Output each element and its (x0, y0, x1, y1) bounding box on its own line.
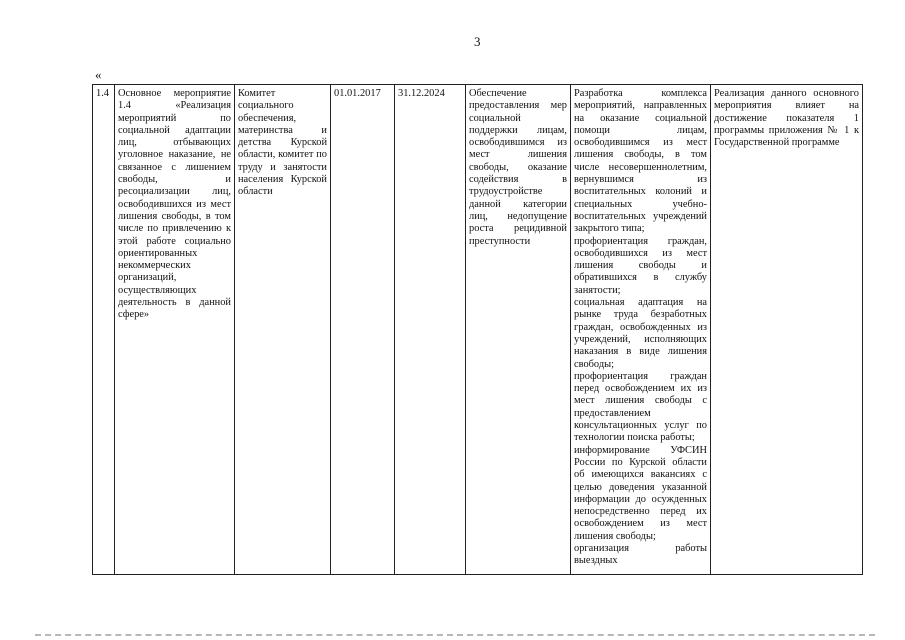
activity-item: профориентация граждан перед освобождением их из мест лишения свободы с предоставлением консультационных услуг по технологии поиска работы; (574, 370, 707, 444)
page-number: 3 (474, 34, 481, 49)
table-row (93, 85, 863, 575)
activity-item: профориентация граждан, освободившихся из мест лишения свободы и обратившихся в службу занятости; (574, 235, 707, 296)
opening-quote-mark: « (95, 67, 102, 82)
executor-cell: Комитет социального обеспечения, материнства и детства Курской области, комитет по труду и занятости населения Курской области (235, 85, 331, 575)
row-number-cell: 1.4 (93, 85, 115, 575)
program-measures-table (92, 84, 863, 575)
activities-cell (571, 85, 711, 575)
activity-item: информирование УФСИН России по Курской области об имеющихся вакансиях с целью доведения указанной информации до осужденных непосредственно перед их освобождением из мест лишения свободы; (574, 444, 707, 542)
start-date-cell: 01.01.2017 (331, 85, 395, 575)
end-date-cell: 31.12.2024 (395, 85, 466, 575)
activity-item: социальная адаптация на рынке труда безработных граждан, освобожденных из учреждений, исполняющих наказания в виде лишения свободы; (574, 297, 707, 370)
expected-result-cell: Обеспечение предоставления мер социальной поддержки лицам, освободившимся из мест лишения свободы, оказание содействия в трудоустройстве данной категории лиц, недопущение роста рецидивной преступности (466, 85, 571, 575)
measure-name-cell: Основное мероприятие 1.4 «Реализация мероприятий по социальной адаптации лиц, отбывающих уголовное наказание, не связанное с лишением свободы, и ресоциализации лиц, освободившихся из мест лишения свободы, в том числе по привлечению к этой работе социально ориентированных некоммерческих организаций, осуществляющих деятельность в данной сфере» (115, 85, 235, 575)
scan-edge-artifact (35, 634, 875, 638)
activity-item: организация работы выездных (574, 542, 707, 567)
indicator-impact-cell: Реализация данного основного мероприятия влияет на достижение показателя 1 программы приложения № 1 к Государственной программе (711, 85, 863, 575)
activity-item: Разработка комплекса мероприятий, направленных на оказание социальной помощи лицам, освободившимся из мест лишения свободы, в том числе несовершеннолетним, вернувшимся из воспитательных колоний и специальных учебно-воспитательных учреждений закрытого типа; (574, 88, 707, 235)
